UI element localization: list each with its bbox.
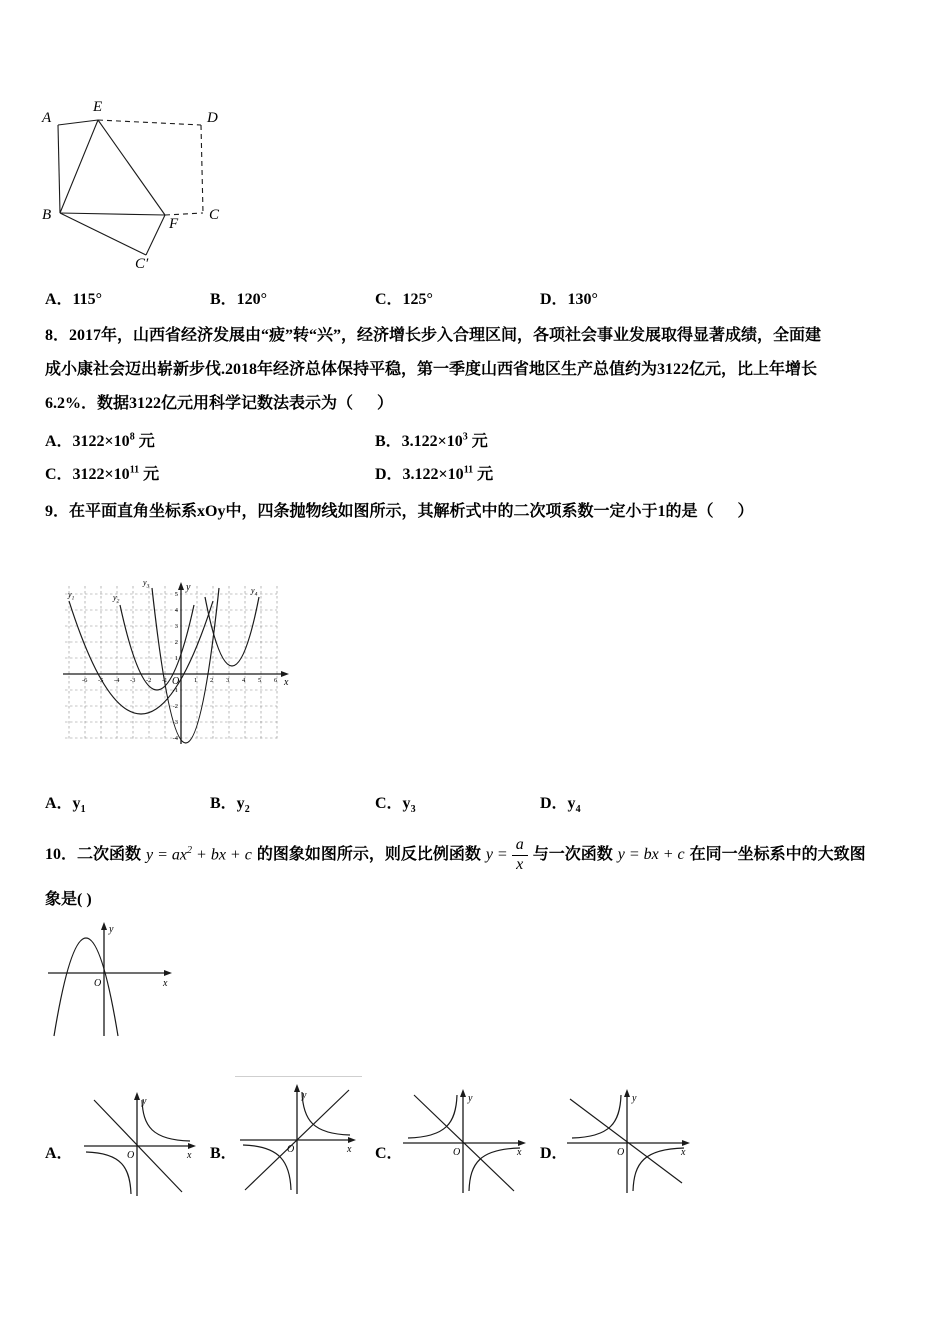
- option-exponent: 11: [129, 464, 140, 476]
- origin-label: O: [94, 978, 102, 989]
- y-axis-label: y: [468, 1093, 473, 1104]
- point-label-c: C: [209, 207, 220, 223]
- point-label-f: F: [169, 216, 179, 232]
- axis-tick-labels: [82, 591, 278, 742]
- x-axis-arrow: [164, 970, 172, 976]
- point-label-d: D: [207, 110, 218, 126]
- x-axis-label: x: [163, 978, 168, 989]
- svg-text:3: 3: [226, 677, 230, 684]
- curve-label-y1: $y_1$: [68, 590, 75, 602]
- option-exponent: 8: [129, 431, 135, 443]
- figure-option-d: [562, 1085, 692, 1197]
- hyperbola-branch-q2: [408, 1095, 457, 1138]
- x-axis-arrow: [188, 1143, 196, 1149]
- q10-option-label-b: B．: [210, 1145, 237, 1162]
- y-axis-label: y: [632, 1093, 637, 1104]
- question-9-text: 9．在平面直角坐标系xOy中，四条抛物线如图所示，其解析式中的二次项系数一定小于1的是（ ）: [45, 503, 754, 520]
- y-axis-label: y: [109, 924, 114, 935]
- option-unit: 元: [134, 433, 155, 450]
- hyperbola-branch-q4: [633, 1148, 684, 1191]
- svg-text:1: 1: [194, 677, 198, 684]
- linear-function-line: [570, 1099, 682, 1183]
- grid-lines: [65, 586, 277, 740]
- option-unit: 元: [467, 433, 488, 450]
- question-10-text-line-1: [45, 832, 935, 878]
- question-8-text-line-2: 成小康社会迈出崭新步伐.2018年经济总体保持平稳，第一季度山西省地区生产总值约为3122亿元，比上年增长: [45, 361, 818, 378]
- parabola-curve: [54, 938, 118, 1036]
- q10-text-part-3: 与一次函数: [532, 846, 613, 863]
- curve-label-y4: $y_4$: [251, 586, 258, 598]
- option-text: B．y: [210, 795, 245, 812]
- option-exponent: 11: [463, 464, 474, 476]
- x-axis-label: x: [681, 1147, 686, 1158]
- origin-label: O: [453, 1147, 461, 1158]
- q10-text-part-4: 在同一坐标系中的大致图: [689, 846, 866, 863]
- option-text: A．3122×10: [45, 433, 130, 450]
- svg-text:-1: -1: [162, 677, 168, 684]
- q8-option-a: [45, 428, 155, 451]
- figure-option-b: [235, 1078, 360, 1200]
- x-axis-label: x: [187, 1150, 192, 1161]
- y-axis-arrow: [294, 1084, 300, 1092]
- formula-quadratic: $y = ax^2$ + bx + c: [146, 845, 252, 864]
- svg-text:5: 5: [258, 677, 262, 684]
- svg-text:4: 4: [242, 677, 246, 684]
- option-unit: 元: [139, 466, 160, 483]
- question-8-text-line-3: 6.2%．数据3122亿元用科学记数法表示为（ ）: [45, 395, 394, 412]
- curve-label-y3: $y_3$: [143, 578, 150, 590]
- svg-text:6: 6: [274, 677, 278, 684]
- q10-option-label-a: A．: [45, 1145, 73, 1162]
- figure-q9-parabolas: [55, 538, 295, 763]
- option-text: D．3.122×10: [375, 466, 464, 483]
- q10-text-part-2: 的图象如图所示，则反比例函数: [256, 846, 481, 863]
- y-axis-label: y: [186, 582, 191, 593]
- y-axis-label: y: [302, 1090, 307, 1101]
- x-axis-arrow: [518, 1140, 526, 1146]
- y-axis-arrow: [101, 922, 107, 930]
- q7-option-d: D．130°: [540, 291, 598, 308]
- svg-text:2: 2: [174, 639, 178, 646]
- q9-option-d: [540, 790, 581, 815]
- q10-option-label-c: C．: [375, 1145, 403, 1162]
- origin-label: O: [172, 676, 180, 687]
- svg-text:4: 4: [174, 607, 178, 614]
- point-label-e: E: [93, 99, 103, 115]
- figure-option-c: [398, 1085, 528, 1197]
- origin-label: O: [127, 1150, 135, 1161]
- point-label-a: A: [42, 110, 52, 126]
- y-axis-label: y: [142, 1096, 147, 1107]
- origin-label: O: [287, 1144, 295, 1155]
- figure-option-a: [80, 1088, 200, 1200]
- option-subscript: 2: [244, 804, 250, 816]
- option-subscript: 3: [410, 804, 416, 816]
- origin-label: O: [617, 1147, 625, 1158]
- option-exponent: 3: [462, 431, 468, 443]
- y-axis-arrow: [178, 582, 184, 590]
- question-8-text-line-1: 8．2017年，山西省经济发展由“疲”转“兴”，经济增长步入合理区间，各项社会事业发展取得显著成绩，全面建: [45, 327, 822, 344]
- figure-q7-fold-diagram: [38, 95, 228, 270]
- fraction-a-over-x: $\frac{a}{x}$: [512, 837, 528, 874]
- x-axis-arrow: [348, 1137, 356, 1143]
- q9-option-c: [375, 790, 416, 815]
- formula-linear: y = bx + c: [617, 846, 685, 863]
- svg-text:-1: -1: [172, 687, 178, 694]
- hyperbola-branch-q1: [142, 1100, 190, 1141]
- svg-text:-4: -4: [172, 735, 178, 742]
- option-subscript: 4: [575, 804, 581, 816]
- option-text: C．y: [375, 795, 411, 812]
- q7-option-b: B．120°: [210, 291, 268, 308]
- question-10-text-line-2: 象是( ): [45, 891, 92, 908]
- q9-option-b: [210, 790, 250, 815]
- q7-option-a: A．115°: [45, 291, 103, 308]
- svg-text:-3: -3: [172, 719, 178, 726]
- hyperbola-branch-q3: [243, 1145, 291, 1190]
- option-unit: 元: [473, 466, 494, 483]
- scan-artifact-line: [235, 1076, 362, 1077]
- option-text: D．y: [540, 795, 576, 812]
- q8-option-c: [45, 461, 159, 484]
- svg-text:-2: -2: [146, 677, 152, 684]
- formula-inverse-proportion: y = $\frac{a}{x}$: [486, 837, 528, 874]
- figure-q10-parabola: [42, 918, 177, 1043]
- svg-text:-2: -2: [172, 703, 178, 710]
- svg-text:-6: -6: [82, 677, 88, 684]
- svg-text:-5: -5: [98, 677, 104, 684]
- point-label-b: B: [42, 207, 52, 223]
- point-label-c-prime: C′: [135, 256, 149, 270]
- q7-option-c: C．125°: [375, 291, 433, 308]
- hyperbola-branch-q3: [86, 1152, 131, 1194]
- q8-option-d: [375, 461, 493, 484]
- curve-label-y2: $y_2$: [113, 593, 120, 605]
- option-text: C．3122×10: [45, 466, 130, 483]
- svg-text:2: 2: [210, 677, 214, 684]
- x-axis-label: x: [347, 1144, 352, 1155]
- x-axis-label: x: [517, 1147, 522, 1158]
- svg-text:-3: -3: [130, 677, 136, 684]
- svg-text:3: 3: [174, 623, 178, 630]
- q8-option-b: [375, 428, 488, 451]
- x-axis-label: x: [284, 677, 289, 688]
- svg-text:-4: -4: [114, 677, 120, 684]
- y-axis-arrow: [460, 1089, 466, 1097]
- parabola-y3: [152, 588, 219, 743]
- option-text: A．y: [45, 795, 81, 812]
- y-axis-arrow: [134, 1092, 140, 1100]
- option-text: B．3.122×10: [375, 433, 463, 450]
- q9-option-a: [45, 790, 86, 815]
- q10-option-label-d: D．: [540, 1145, 568, 1162]
- svg-text:5: 5: [174, 591, 178, 598]
- option-subscript: 1: [80, 804, 86, 816]
- q10-text-part-1: 10．二次函数: [45, 846, 142, 863]
- y-axis-arrow: [624, 1089, 630, 1097]
- svg-text:1: 1: [174, 655, 178, 662]
- x-axis-arrow: [682, 1140, 690, 1146]
